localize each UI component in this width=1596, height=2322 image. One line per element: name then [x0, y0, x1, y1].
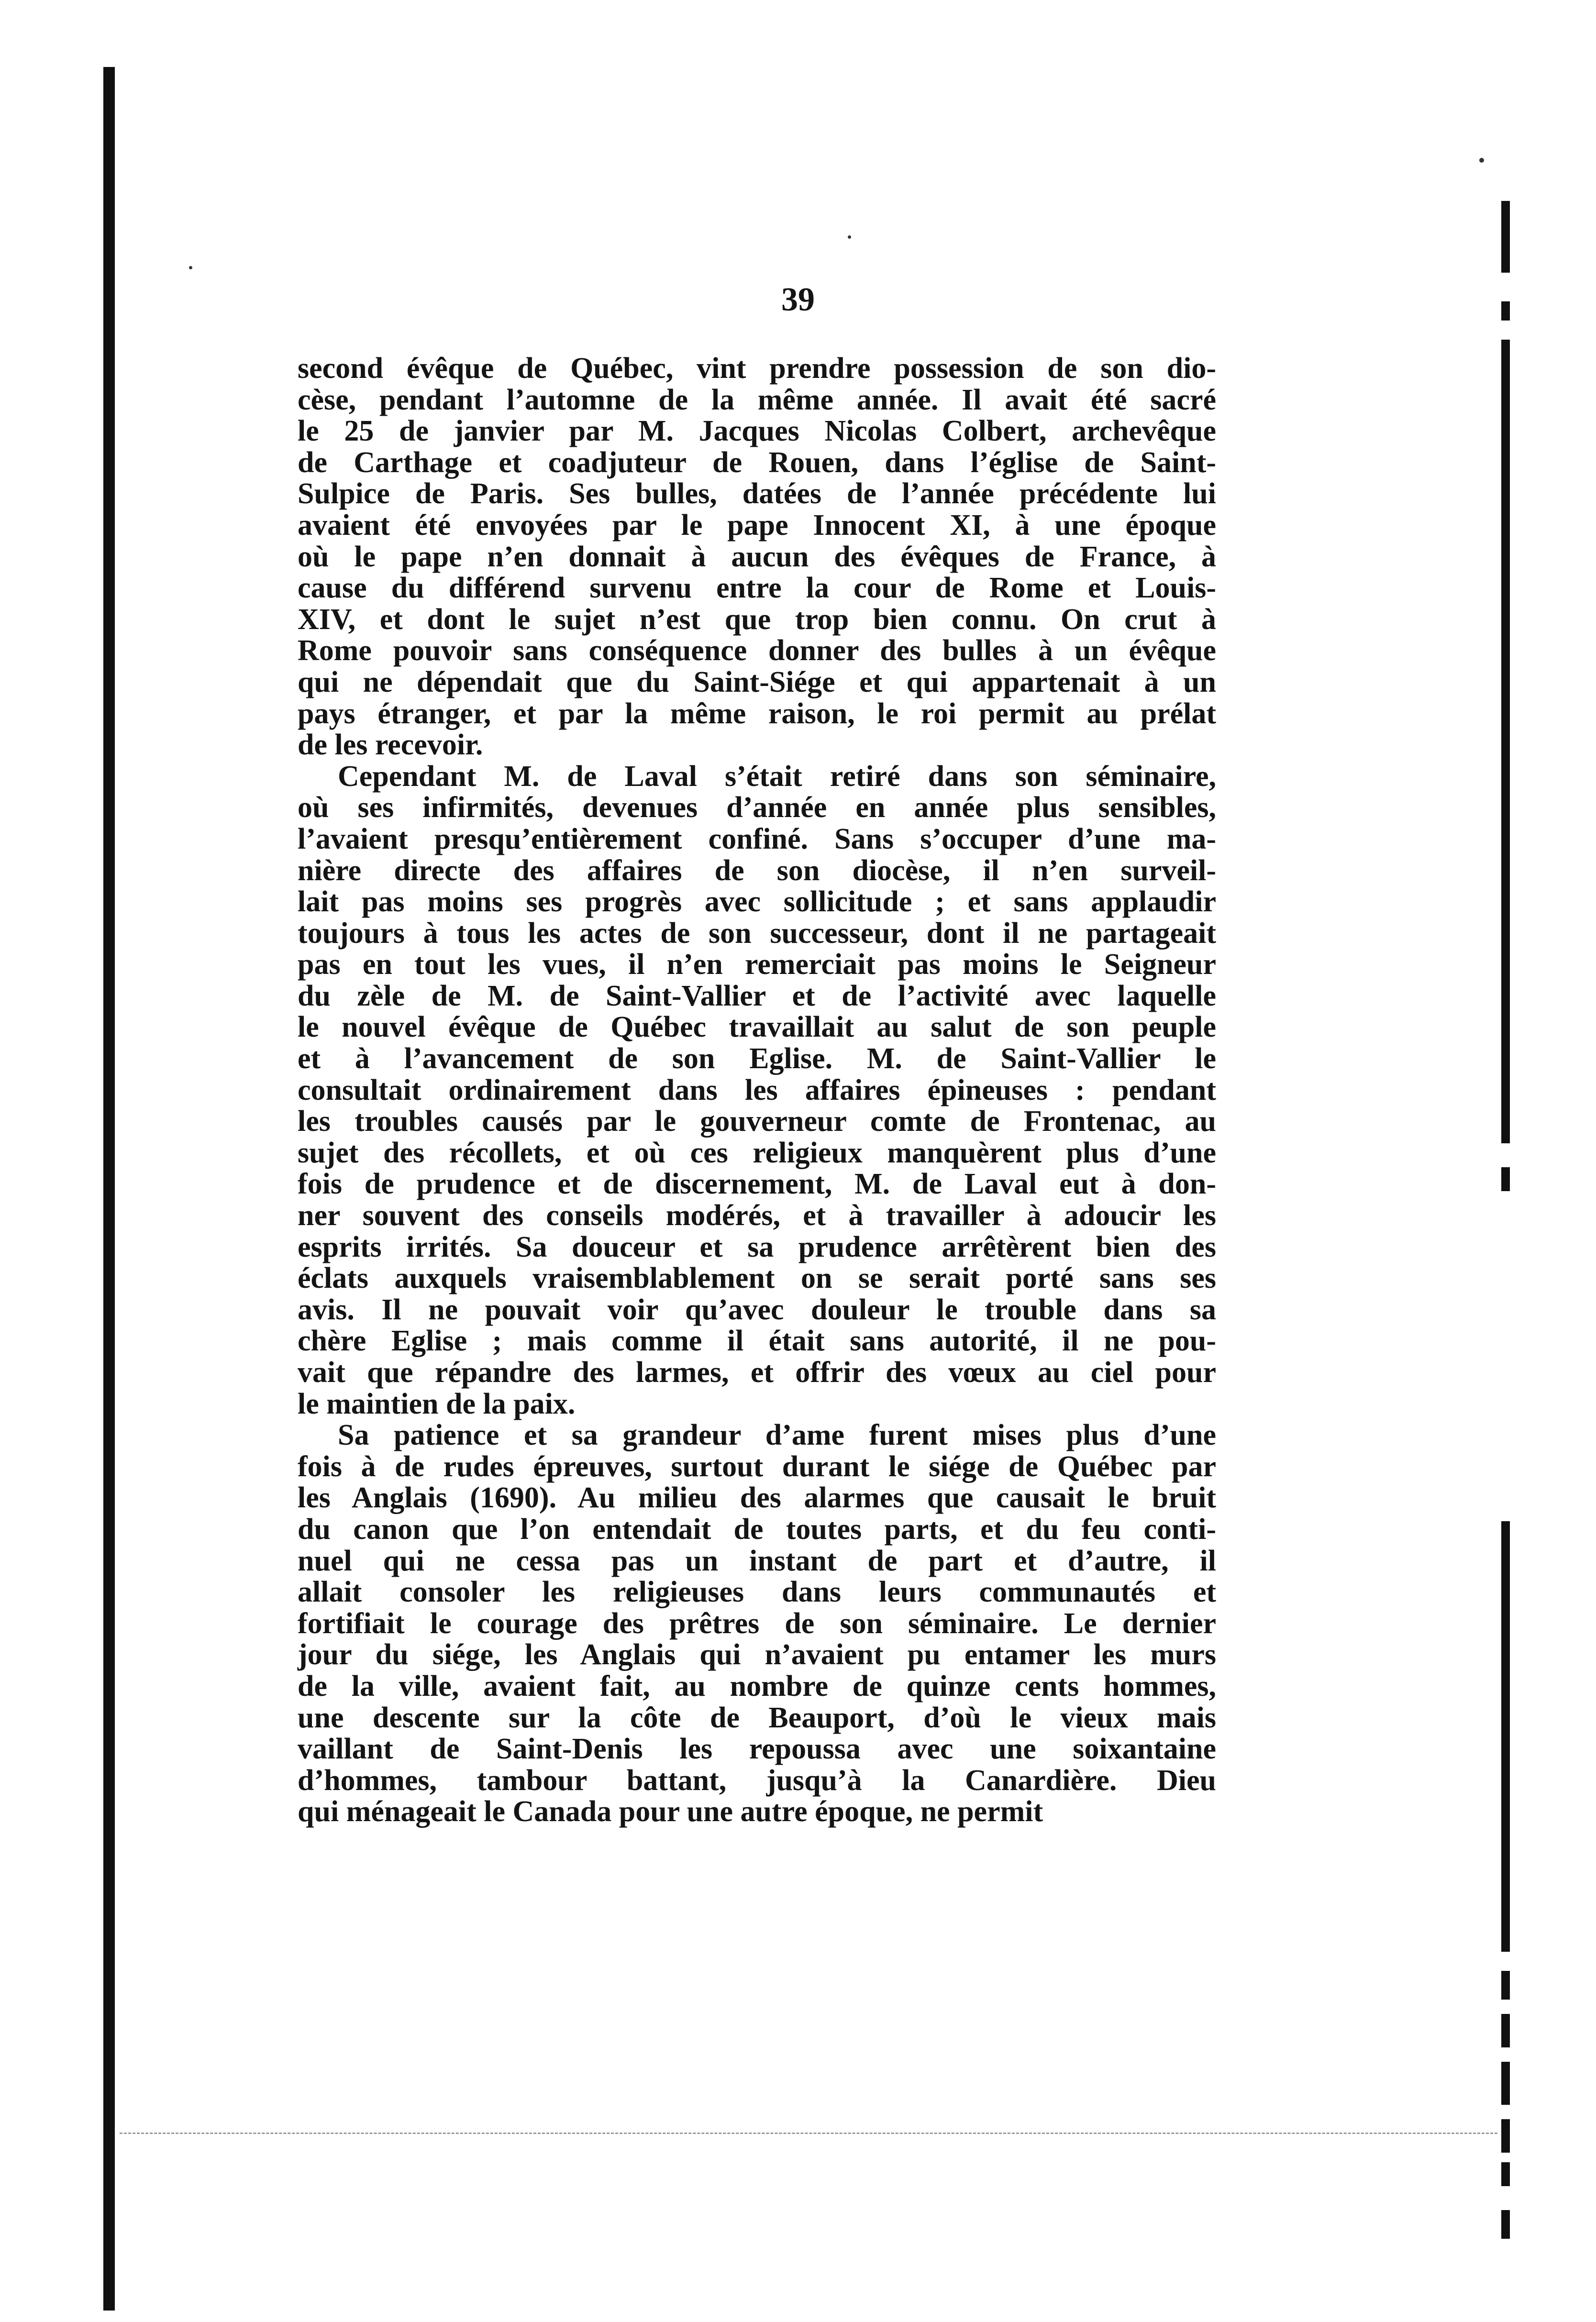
text-line: fortifiait le courage des prêtres de son séminaire. Le dernier [298, 1607, 1216, 1640]
text-line: ner souvent des conseils modérés, et à travailler à adoucir les [298, 1199, 1216, 1232]
text-line: de la ville, avaient fait, au nombre de quinze cents hommes, [298, 1670, 1216, 1703]
text-line: cause du différend survenu entre la cour de Rome et Louis- [298, 572, 1216, 605]
text-line: qui ne dépendait que du Saint-Siége et qui appartenait à un [298, 665, 1216, 698]
text-line: pas en tout les vues, il n’en remerciait pas moins le Seigneur [298, 948, 1216, 981]
text-line: chère Eglise ; mais comme il était sans autorité, il ne pou- [298, 1325, 1216, 1358]
text-line: Cependant M. de Laval s’était retiré dans son séminaire, [338, 760, 1216, 793]
paragraph [298, 1420, 1216, 1828]
scan-speck [1479, 158, 1484, 163]
text-line: Sa patience et sa grandeur d’ame furent mises plus d’une [338, 1419, 1216, 1452]
text-line: allait consoler les religieuses dans leurs communautés et [298, 1576, 1216, 1609]
text-line: les troubles causés par le gouverneur comte de Frontenac, au [298, 1105, 1216, 1138]
text-line: fois à de rudes épreuves, surtout durant le siége de Québec par [298, 1450, 1216, 1483]
text-line: d’hommes, tambour battant, jusqu’à la Canardière. Dieu [298, 1764, 1216, 1797]
text-line: le maintien de la paix. [298, 1387, 576, 1420]
text-line: consultait ordinairement dans les affaires épineuses : pendant [298, 1073, 1216, 1106]
text-line: et à l’avancement de son Eglise. M. de Saint-Vallier le [298, 1042, 1216, 1075]
text-line: qui ménageait le Canada pour une autre époque, ne permit [298, 1795, 1043, 1828]
text-line: pays étranger, et par la même raison, le roi permit au prélat [298, 697, 1216, 730]
text-line: nuel qui ne cessa pas un instant de part et d’autre, il [298, 1544, 1216, 1577]
text-line: avaient été envoyées par le pape Innocent XI, à une époque [298, 509, 1216, 542]
text-line: XIV, et dont le sujet n’est que trop bien connu. On crut à [298, 603, 1216, 636]
text-line: second évêque de Québec, vint prendre possession de son dio- [298, 352, 1216, 385]
binding-edge-rule [103, 67, 115, 2311]
scan-speck [848, 235, 851, 239]
text-line: du canon que l’on entendait de toutes parts, et du feu conti- [298, 1513, 1216, 1546]
scan-speck [189, 266, 192, 269]
text-line: Rome pouvoir sans conséquence donner des bulles à un évêque [298, 634, 1216, 667]
text-line: sujet des récollets, et où ces religieux manquèrent plus d’une [298, 1136, 1216, 1169]
text-line: fois de prudence et de discernement, M. de Laval eut à don- [298, 1168, 1216, 1201]
scan-edge-marks [1501, 201, 1510, 2253]
text-line: le 25 de janvier par M. Jacques Nicolas Colbert, archevêque [298, 415, 1216, 448]
text-line: le nouvel évêque de Québec travaillait au salut de son peuple [298, 1011, 1216, 1044]
text-line: de Carthage et coadjuteur de Rouen, dans l’église de Saint- [298, 446, 1216, 479]
text-line: les Anglais (1690). Au milieu des alarmes que causait le bruit [298, 1482, 1216, 1515]
text-line: lait pas moins ses progrès avec sollicitude ; et sans applaudir [298, 885, 1216, 918]
text-line: esprits irrités. Sa douceur et sa prudence arrêtèrent bien des [298, 1230, 1216, 1263]
text-line: éclats auxquels vraisemblablement on se serait porté sans ses [298, 1262, 1216, 1295]
text-line: du zèle de M. de Saint-Vallier et de l’activité avec laquelle [298, 979, 1216, 1012]
text-line: vait que répandre des larmes, et offrir des vœux au ciel pour [298, 1356, 1216, 1389]
paragraph [298, 353, 1216, 761]
text-line: cèse, pendant l’automne de la même année. Il avait été sacré [298, 383, 1216, 416]
text-line: avis. Il ne pouvait voir qu’avec douleur le trouble dans sa [298, 1293, 1216, 1326]
body-text [298, 353, 1216, 1828]
text-line: Sulpice de Paris. Ses bulles, datées de l’année précédente lui [298, 477, 1216, 510]
text-line: une descente sur la côte de Beauport, d’où le vieux mais [298, 1701, 1216, 1734]
text-line: nière directe des affaires de son diocèse, il n’en surveil- [298, 854, 1216, 887]
text-line: l’avaient presqu’entièrement confiné. Sans s’occuper d’une ma- [298, 822, 1216, 855]
text-line: où le pape n’en donnait à aucun des évêques de France, à [298, 540, 1216, 573]
text-line: vaillant de Saint-Denis les repoussa avec une soixantaine [298, 1733, 1216, 1766]
text-line: de les recevoir. [298, 729, 483, 762]
scan-border-line [120, 2133, 1497, 2134]
text-line: jour du siége, les Anglais qui n’avaient pu entamer les murs [298, 1638, 1216, 1671]
page-number: 39 [781, 281, 815, 318]
paragraph [298, 761, 1216, 1420]
text-line: toujours à tous les actes de son successeur, dont il ne partageait [298, 917, 1216, 950]
text-line: où ses infirmités, devenues d’année en année plus sensibles, [298, 791, 1216, 824]
